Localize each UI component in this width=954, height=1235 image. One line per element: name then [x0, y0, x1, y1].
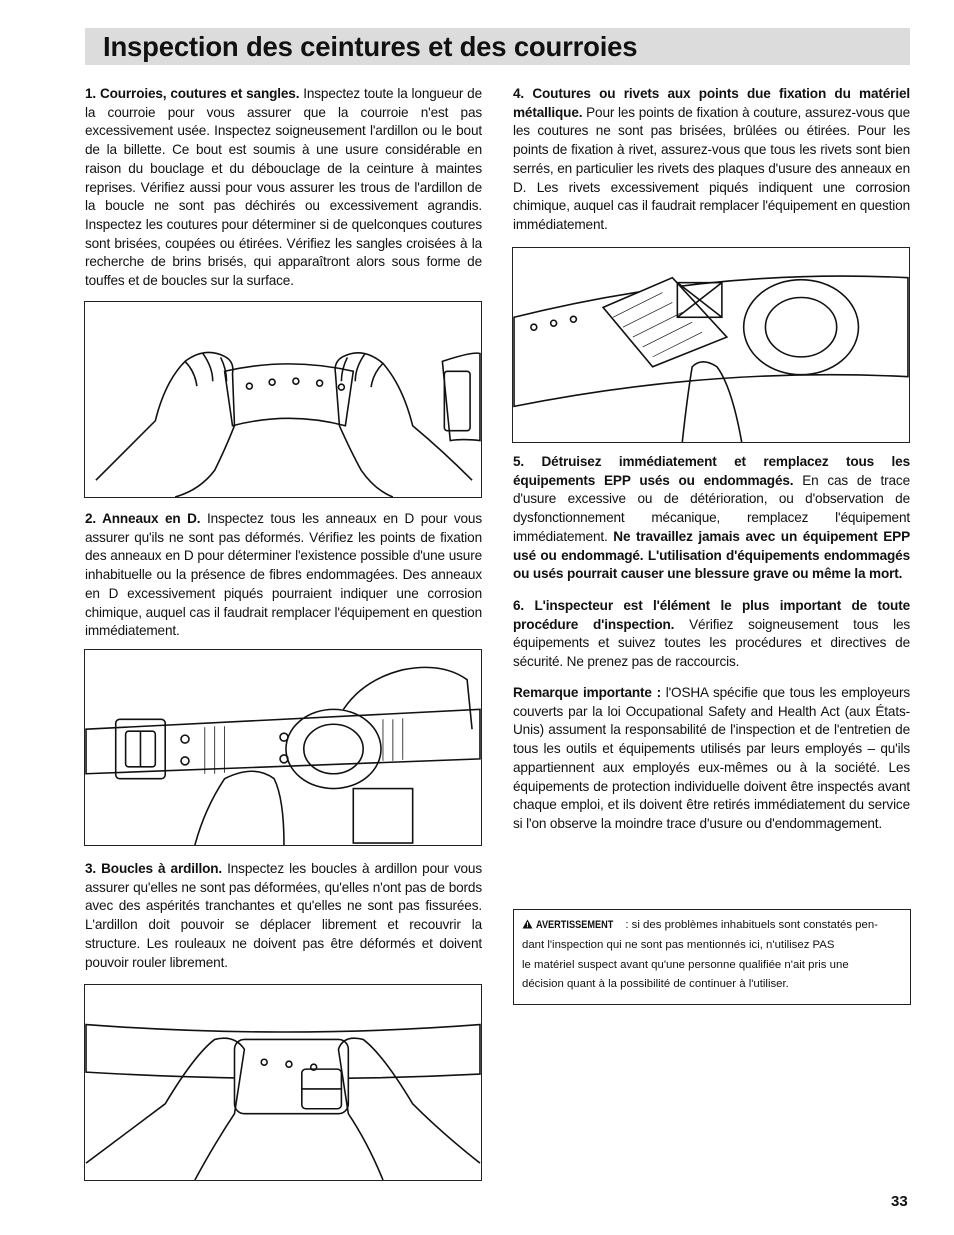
page-title: Inspection des ceintures et des courroies: [103, 31, 638, 62]
warning-line-1: : si des problèmes inhabituels sont constatés pen-: [622, 919, 878, 931]
section-1-heading: 1. Courroies, coutures et sangles.: [85, 86, 300, 101]
important-note-body: l'OSHA spécifie que tous les employeurs couverts par la loi Occupational Safety and Health Act (aux États-Unis) assument la responsabilité de l'inspection et de l'entretien de tous les outils et équipements utilisés par leurs employés – qu'ils appartiennent aux employés eux-mêmes ou à la société. Les équipements de protection individuelle doivent être inspectés avant chaque emploi, et ils doivent être retirés immédiatement du service si l'on observe la moindre trace d'usure ou d'endommagement.: [513, 685, 910, 831]
title-bar: [85, 28, 910, 65]
section-5-warning: Ne travaillez jamais avec un équipement EPP usé ou endommagé. L'utilisation d'équipements endommagés ou usés pourrait causer une blessure grave ou même la mort.: [513, 528, 910, 582]
section-3: [85, 860, 482, 972]
section-5-heading: 5. Détruisez immédiatement et remplacez tous les équipements EPP usés ou endommagés.: [513, 454, 910, 488]
figure-strap-inspection: [84, 301, 482, 498]
section-1: [85, 85, 482, 291]
section-4: [513, 85, 910, 235]
warning-triangle-icon: [522, 917, 533, 936]
warning-label: AVERTISSEMENT: [536, 919, 614, 931]
important-note: [513, 684, 910, 834]
warning-line-4: décision quant à la possibilité de continuer à l'utiliser.: [522, 978, 789, 991]
section-3-body: Inspectez les boucles à ardillon pour vous assurer qu'elles ne sont pas déformées, qu'elles n'ont pas de bords avec des aspérités tranchantes et qu'elles ne sont pas fissurées. L'ardillon doit pouvoir se déplacer librement et recouvrir la structure. Les rouleaux ne doivent pas être déformés et doivent pouvoir rouler librement.: [85, 861, 482, 970]
section-2: [85, 510, 482, 641]
warning-box: [513, 909, 911, 1005]
section-6: [513, 597, 910, 672]
figure-tongue-buckle-inspection: [84, 984, 482, 1181]
warning-line-3: le matériel suspect avant qu'une personne qualifiée n'ait pris une: [522, 958, 849, 971]
section-3-heading: 3. Boucles à ardillon.: [85, 861, 223, 876]
section-6-heading: 6. L'inspecteur est l'élément le plus important de toute procédure d'inspection.: [513, 598, 910, 632]
page-number: 33: [891, 1193, 908, 1210]
section-6-body: Vérifiez soigneusement tous les équipements et suivez toutes les procédures et directives de sécurité. Ne prenez pas de raccourcis.: [513, 616, 910, 670]
section-5: [513, 453, 910, 584]
section-4-heading: 4. Coutures ou rivets aux points due fixation du matériel métallique.: [513, 86, 910, 120]
section-2-body: Inspectez tous les anneaux en D pour vous assurer qu'ils ne sont pas déformés. Vérifiez les points de fixation des anneaux en D pour déterminer l'existence possible d'une usure inhabituelle ou la présence de fibres endommagées. Des anneaux en D excessivement piqués pourraient indiquer une corrosion chimique, auquel cas il faudrait remplacer l'équipement en question immédiatement.: [85, 511, 482, 639]
important-note-heading: Remarque importante :: [513, 685, 661, 700]
section-5-body: En cas de trace d'usure excessive ou de détérioration, ou d'observation de dysfonctionnement mécanique, remplacez l'équipement immédiatement.: [513, 472, 910, 544]
section-1-body: Inspectez toute la longueur de la courroie pour vous assurer que la courroie n'est pas excessivement usée. Inspectez soigneusement l'ardillon ou le bout de la billette. Ce bout est soumis à une usure considérable en raison du bouclage et du débouclage de la ceinture à maintes reprises. Vérifiez aussi pour vous assurer les trous de l'ardillon de la boucle ne sont pas déchirés ou excessivement agrandis. Inspectez les coutures pour déterminer si de quelconques coutures sont brisées, coupées ou étirées. Vérifiez les sangles croisées à la recherche de brins brisés, qui apparaîtront alors sous forme de touffes et de boucles sur la surface.: [85, 86, 482, 289]
section-2-heading: 2. Anneaux en D.: [85, 511, 201, 526]
section-4-body: Pour les points de fixation à couture, assurez-vous que les coutures ne sont pas brisées, brûlées ou étirées. Pour les points de fixation à rivet, assurez-vous que tous les rivets sont bien serrés, en particulier les rivets des plaques d'usure des anneaux en D. Les rivets excessivement piqués indiquent une corrosion chimique, auquel cas il faudrait remplacer l'équipement en question immédiatement.: [513, 104, 910, 232]
figure-d-ring-inspection: [84, 649, 482, 846]
figure-rivet-inspection: [512, 247, 910, 443]
warning-line-2: dant l'inspection qui ne sont pas mentionnés ici, n'utilisez PAS: [522, 939, 835, 952]
